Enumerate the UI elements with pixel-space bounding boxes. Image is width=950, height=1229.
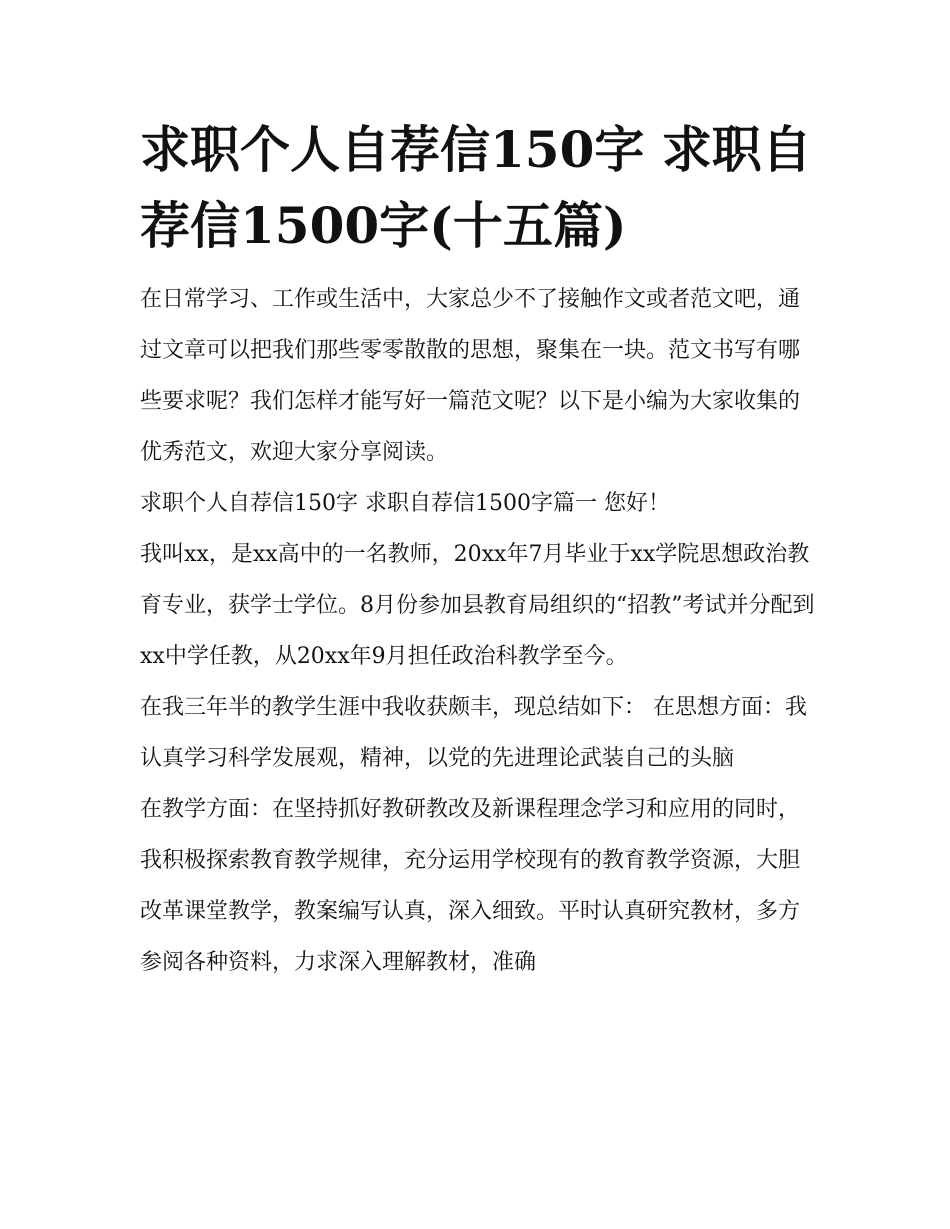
intro-paragraph: 在日常学习、工作或生活中，大家总少不了接触作文或者范文吧，通过文章可以把我们那些零零散散的思想，聚集在一块。范文书写有哪些要求呢？我们怎样才能写好一篇范文呢？以下是小编为大家收集的优秀范文，欢迎大家分享阅读。 bbox=[140, 287, 801, 465]
document-body bbox=[140, 274, 820, 988]
self-introduction-paragraph: 我叫xx，是xx高中的一名教师，20xx年7月毕业于xx学院思想政治教育专业，获学士学位。8月份参加县教育局组织的“招教”考试并分配到xx中学任教，从20xx年9月担任政治科教学至今。 bbox=[140, 542, 815, 669]
letter-heading-paragraph: 求职个人自荐信150字 求职自荐信1500字篇一 您好！ bbox=[140, 491, 670, 516]
teaching-summary-paragraph: 在教学方面：在坚持抓好教研教改及新课程理念学习和应用的同时，我积极探索教育教学规律，充分运用学校现有的教育教学资源，大胆改革课堂教学，教案编写认真，深入细致。平时认真研究教材，多方参阅各种资料，力求深入理解教材，准确 bbox=[140, 797, 801, 975]
thought-summary-paragraph: 在我三年半的教学生涯中我收获颇丰，现总结如下： 在思想方面：我认真学习科学发展观，精神，以党的先进理论武装自己的头脑 bbox=[140, 695, 807, 771]
document-title: 求职个人自荐信150字 求职自荐信1500字(十五篇) bbox=[140, 120, 812, 255]
